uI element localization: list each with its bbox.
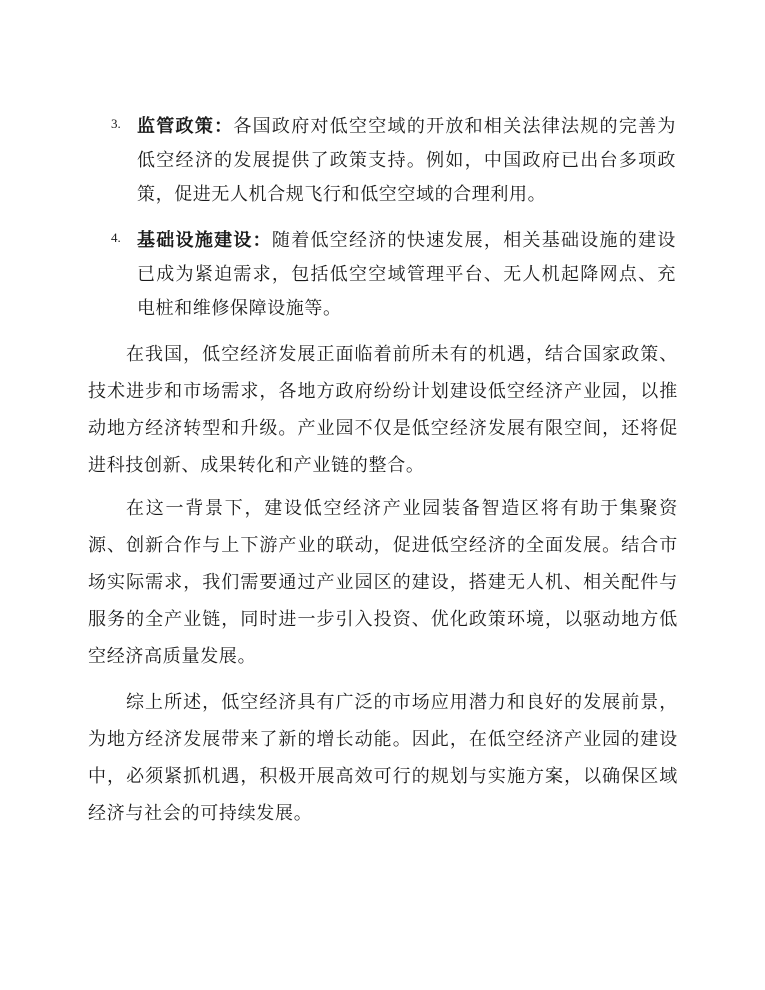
list-item-colon: ： (214, 116, 234, 137)
list-item-body (137, 224, 676, 326)
list-item-term: 基础设施建设 (137, 230, 253, 251)
list-item-policy (111, 110, 676, 212)
list-item-body (137, 110, 676, 212)
list-item-term: 监管政策 (137, 116, 215, 137)
list-item-number: 3. (111, 116, 121, 131)
paragraph-background: 在这一背景下，建设低空经济产业园装备智造区将有助于集聚资源、创新合作与上下游产业的联动，促进低空经济的全面发展。结合市场实际需求，我们需要通过产业园区的建设，搭建无人机、相关配件与服务的全产业链，同时进一步引入投资、优化政策环境，以驱动地方低空经济高质量发展。 (88, 498, 678, 667)
list-item-infrastructure (111, 224, 676, 326)
list-item-text: 随着低空经济的快速发展，相关基础设施的建设已成为紧迫需求，包括低空空域管理平台、无人机起降网点、充电桩和维修保障设施等。 (137, 230, 676, 319)
list-item-colon: ： (252, 230, 272, 251)
paragraph-conclusion: 综上所述，低空经济具有广泛的市场应用潜力和良好的发展前景，为地方经济发展带来了新的增长动能。因此，在低空经济产业园的建设中，必须紧抓机遇，积极开展高效可行的规划与实施方案，以确保区域经济与社会的可持续发展。 (88, 692, 678, 824)
list-item-number: 4. (111, 230, 121, 245)
paragraph-opportunity: 在我国，低空经济发展正面临着前所未有的机遇，结合国家政策、技术进步和市场需求，各地方政府纷纷计划建设低空经济产业园，以推动地方经济转型和升级。产业园不仅是低空经济发展有限空间，还将促进科技创新、成果转化和产业链的整合。 (88, 344, 678, 476)
list-item-text: 各国政府对低空空域的开放和相关法律法规的完善为低空经济的发展提供了政策支持。例如，中国政府已出台多项政策，促进无人机合规飞行和低空空域的合理利用。 (137, 116, 676, 205)
